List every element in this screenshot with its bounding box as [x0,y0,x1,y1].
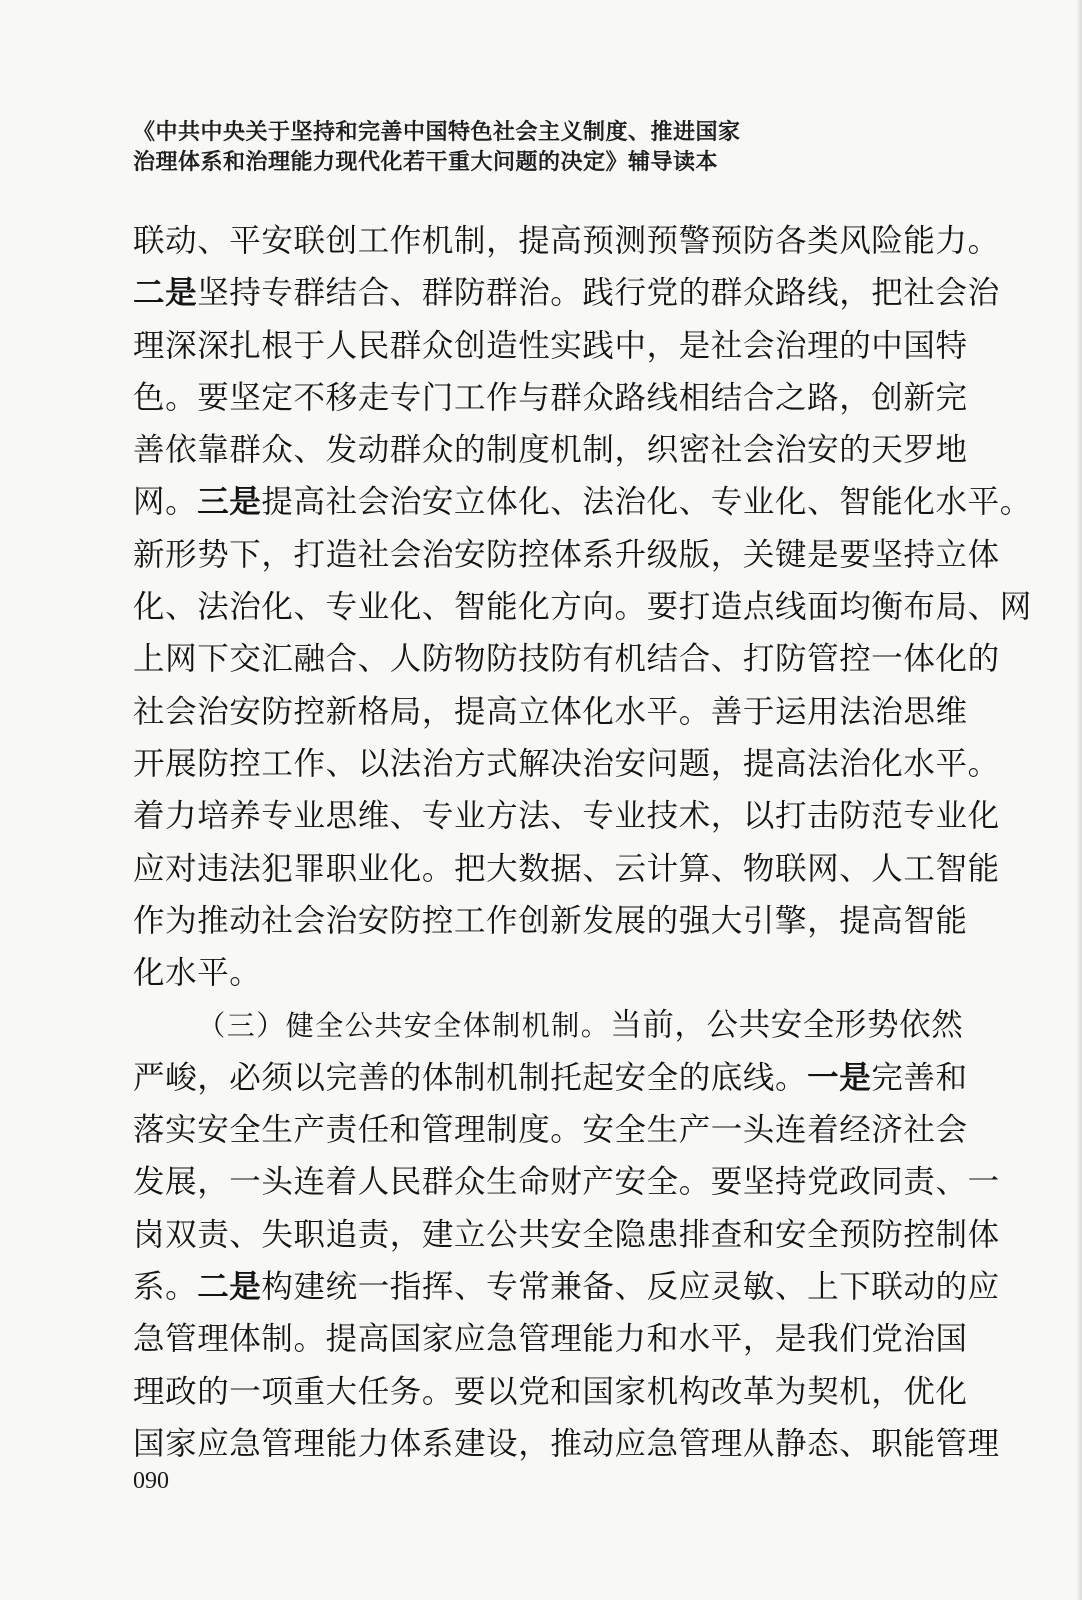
body-text [133,215,1032,1470]
text-line: 化水平。 [133,955,262,992]
text-line: 严峻，必须以完善的体制机制托起安全的底线。一是完善和 [133,1059,968,1096]
emphasis-label: 二是 [197,1268,262,1305]
text-line: 开展防控工作、以法治方式解决治安问题，提高法治化水平。 [133,745,1000,782]
text-line: 着力培养专业思维、专业方法、专业技术，以打击防范专业化 [133,798,1000,835]
text-line: 落实安全生产责任和管理制度。安全生产一头连着经济社会 [133,1112,968,1149]
text-line: 网。三是提高社会治安立体化、法治化、专业化、智能化水平。 [133,484,1032,521]
text-line: 发展，一头连着人民群众生命财产安全。要坚持党政同责、一 [133,1164,1000,1201]
text-line: 系。二是构建统一指挥、专常兼备、反应灵敏、上下联动的应 [133,1268,1000,1305]
page-number: 090 [133,1468,169,1494]
emphasis-label: 三是 [197,484,262,521]
text-line: 善依靠群众、发动群众的制度机制，织密社会治安的天罗地 [133,432,968,469]
text-line: 联动、平安联创工作机制，提高预测预警预防各类风险能力。 [133,223,1000,259]
text-line: 社会治安防控新格局，提高立体化水平。善于运用法治思维 [133,693,968,730]
section-heading: （三）健全公共安全体制机制。 [197,1009,611,1043]
text-line: 岗双责、失职追责，建立公共安全隐患排查和安全预防控制体 [133,1216,1000,1253]
text-line: 理深深扎根于人民群众创造性实践中，是社会治理的中国特 [133,327,968,364]
emphasis-label: 二是 [133,275,198,312]
page-edge-shadow [1076,0,1082,1600]
running-header-line-2: 治理体系和治理能力现代化若干重大问题的决定》辅导读本 [133,150,719,175]
emphasis-label: 一是 [807,1059,872,1096]
text-line: 化、法治化、专业化、智能化方向。要打造点线面均衡布局、网 [133,589,1032,626]
running-header [133,118,953,178]
text-line: 新形势下，打造社会治安防控体系升级版，关键是要坚持立体 [133,536,1000,573]
text-line: 作为推动社会治安防控工作创新发展的强大引擎，提高智能 [133,902,968,939]
text-line: 国家应急管理能力体系建设，推动应急管理从静态、职能管理 [133,1425,1000,1462]
running-header-line-1: 《中共中央关于坚持和完善中国特色社会主义制度、推进国家 [133,120,741,145]
text-line: 色。要坚定不移走专门工作与群众路线相结合之路，创新完 [133,379,968,416]
text-line: 上网下交汇融合、人防物防技防有机结合、打防管控一体化的 [133,641,1000,678]
text-line: 理政的一项重大任务。要以党和国家机构改革为契机，优化 [133,1373,968,1410]
text-line: 应对违法犯罪职业化。把大数据、云计算、物联网、人工智能 [133,850,1000,887]
text-line: 急管理体制。提高国家应急管理能力和水平，是我们党治国 [133,1321,968,1358]
text-line: 二是坚持专群结合、群防群治。践行党的群众路线，把社会治 [133,275,1000,312]
text-line: （三）健全公共安全体制机制。当前，公共安全形势依然 [197,1007,964,1044]
